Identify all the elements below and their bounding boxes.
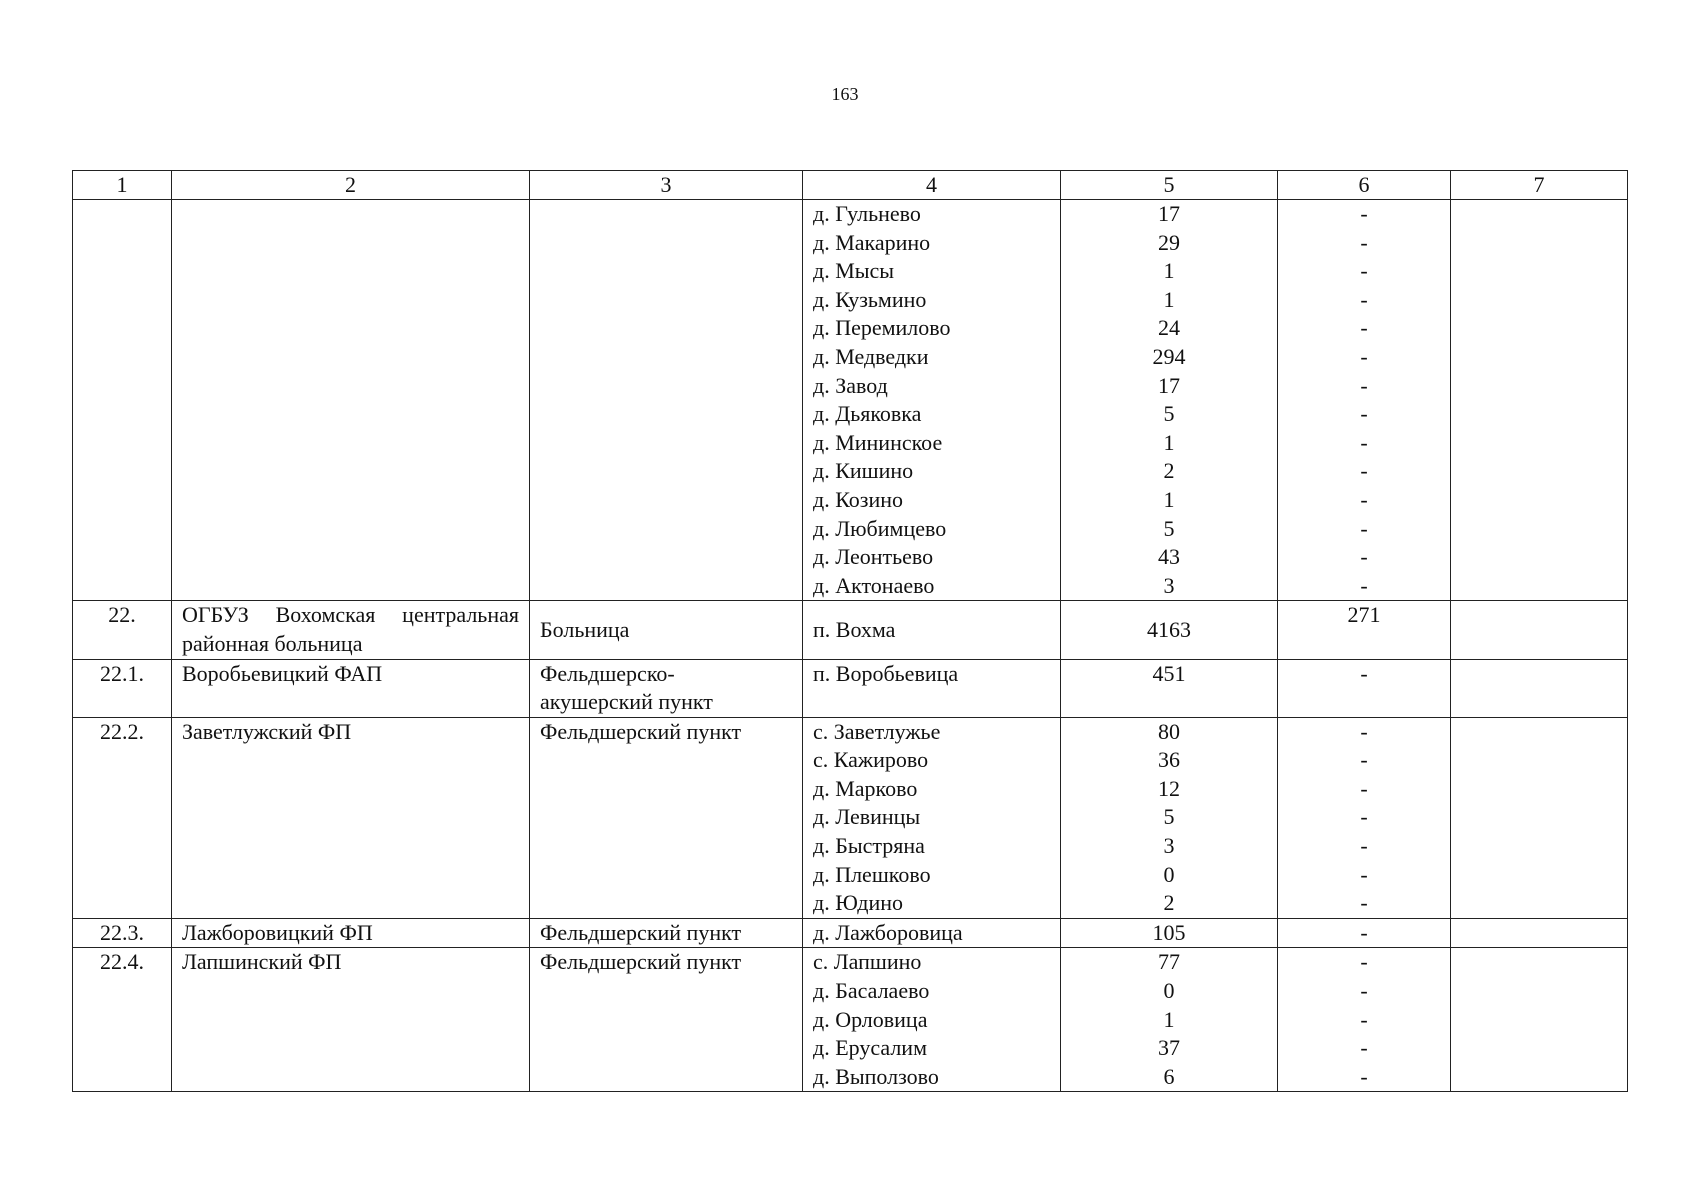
beds-value: - [1360, 258, 1368, 284]
population-value: 1 [1163, 486, 1175, 512]
locality-name: д. Завод [813, 372, 888, 398]
cell-type [530, 200, 803, 601]
beds-value: - [1360, 286, 1368, 312]
cell-localities: с. Заветлужье с. Кажирово д. Марково д. Левинцы д. Быстряна д. Плешково д. Юдино [803, 717, 1061, 918]
cell-notes [1451, 601, 1628, 659]
cell-name [172, 200, 530, 601]
cell-name: ОГБУЗ Вохомская центральная районная больница [172, 601, 530, 659]
cell-name: Заветлужский ФП [172, 717, 530, 918]
cell-type: Фельдшерско- акушерский пункт [530, 659, 803, 717]
table-row [73, 200, 1628, 601]
column-header: 2 [172, 171, 530, 200]
beds-value: - [1360, 572, 1368, 598]
population-value: 24 [1158, 315, 1180, 341]
population-value: 294 [1152, 343, 1186, 369]
cell-notes [1451, 918, 1628, 948]
beds-value: - [1360, 544, 1368, 570]
beds-value: - [1360, 515, 1368, 541]
population-value: 5 [1163, 515, 1175, 541]
cell-type: Фельдшерский пункт [530, 948, 803, 1092]
locality-name: д. Актонаево [813, 572, 935, 598]
population-value: 5 [1163, 401, 1175, 427]
cell-localities [803, 200, 1061, 601]
locality-name: д. Мысы [813, 258, 895, 284]
beds-value: - [1360, 372, 1368, 398]
cell-name: Лапшинский ФП [172, 948, 530, 1092]
locality-name: д. Леонтьево [813, 544, 934, 570]
cell-population: 105 [1061, 918, 1278, 948]
beds-value: - [1360, 458, 1368, 484]
locality-name: д. Козино [813, 486, 904, 512]
cell-number: 22.4. [73, 948, 172, 1092]
cell-localities: д. Лажборовица [803, 918, 1061, 948]
locality-name: д. Дьяковка [813, 401, 922, 427]
cell-name: Лажборовицкий ФП [172, 918, 530, 948]
cell-beds: - [1278, 918, 1451, 948]
locality-name: д. Кузьмино [813, 286, 927, 312]
cell-population [1061, 200, 1278, 601]
population-value: 1 [1163, 286, 1175, 312]
cell-notes [1451, 200, 1628, 601]
cell-beds: - - - - - - - [1278, 717, 1451, 918]
cell-population: 4163 [1061, 601, 1278, 659]
beds-value: - [1360, 401, 1368, 427]
cell-notes [1451, 659, 1628, 717]
population-value: 3 [1163, 572, 1175, 598]
table-row [73, 918, 1628, 948]
table-row [73, 601, 1628, 659]
locality-name: д. Гульнево [813, 201, 921, 226]
cell-notes [1451, 717, 1628, 918]
cell-beds: 271 [1278, 601, 1451, 659]
table-row [73, 659, 1628, 717]
population-value: 17 [1158, 201, 1180, 226]
table-row [73, 948, 1628, 1092]
cell-localities: с. Лапшино д. Басалаево д. Орловица д. Ерусалим д. Выползово [803, 948, 1061, 1092]
locality-name: д. Перемилово [813, 315, 951, 341]
cell-name: Воробьевицкий ФАП [172, 659, 530, 717]
locality-name: д. Любимцево [813, 515, 947, 541]
population-value: 29 [1158, 229, 1180, 255]
column-header: 7 [1451, 171, 1628, 200]
population-value: 1 [1163, 258, 1175, 284]
beds-value: - [1360, 229, 1368, 255]
population-value: 17 [1158, 372, 1180, 398]
population-value: 43 [1158, 544, 1180, 570]
cell-number: 22.2. [73, 717, 172, 918]
cell-notes [1451, 948, 1628, 1092]
locality-name: д. Кишино [813, 458, 914, 484]
cell-number: 22.1. [73, 659, 172, 717]
beds-value: - [1360, 486, 1368, 512]
cell-localities: п. Воробьевица [803, 659, 1061, 717]
beds-value: - [1360, 201, 1368, 226]
column-number-row [73, 171, 1628, 200]
cell-beds: - [1278, 659, 1451, 717]
facilities-table [72, 170, 1628, 1092]
column-header: 3 [530, 171, 803, 200]
cell-population: 451 [1061, 659, 1278, 717]
table-row [73, 717, 1628, 918]
column-header: 5 [1061, 171, 1278, 200]
cell-number [73, 200, 172, 601]
cell-localities: п. Вохма [803, 601, 1061, 659]
cell-population: 77 0 1 37 6 [1061, 948, 1278, 1092]
column-header: 6 [1278, 171, 1451, 200]
cell-beds [1278, 200, 1451, 601]
beds-value: - [1360, 429, 1368, 455]
cell-number: 22.3. [73, 918, 172, 948]
population-value: 1 [1163, 429, 1175, 455]
cell-type: Фельдшерский пункт [530, 918, 803, 948]
beds-value: - [1360, 315, 1368, 341]
cell-number: 22. [73, 601, 172, 659]
locality-name: д. Мининское [813, 429, 943, 455]
locality-name: д. Макарино [813, 229, 931, 255]
cell-type: Фельдшерский пункт [530, 717, 803, 918]
column-header: 1 [73, 171, 172, 200]
page-number: 163 [831, 84, 859, 104]
beds-value: - [1360, 343, 1368, 369]
locality-name: д. Медведки [813, 343, 929, 369]
cell-type: Больница [530, 601, 803, 659]
column-header: 4 [803, 171, 1061, 200]
cell-population: 80 36 12 5 3 0 2 [1061, 717, 1278, 918]
cell-beds: - - - - - [1278, 948, 1451, 1092]
population-value: 2 [1163, 458, 1175, 484]
